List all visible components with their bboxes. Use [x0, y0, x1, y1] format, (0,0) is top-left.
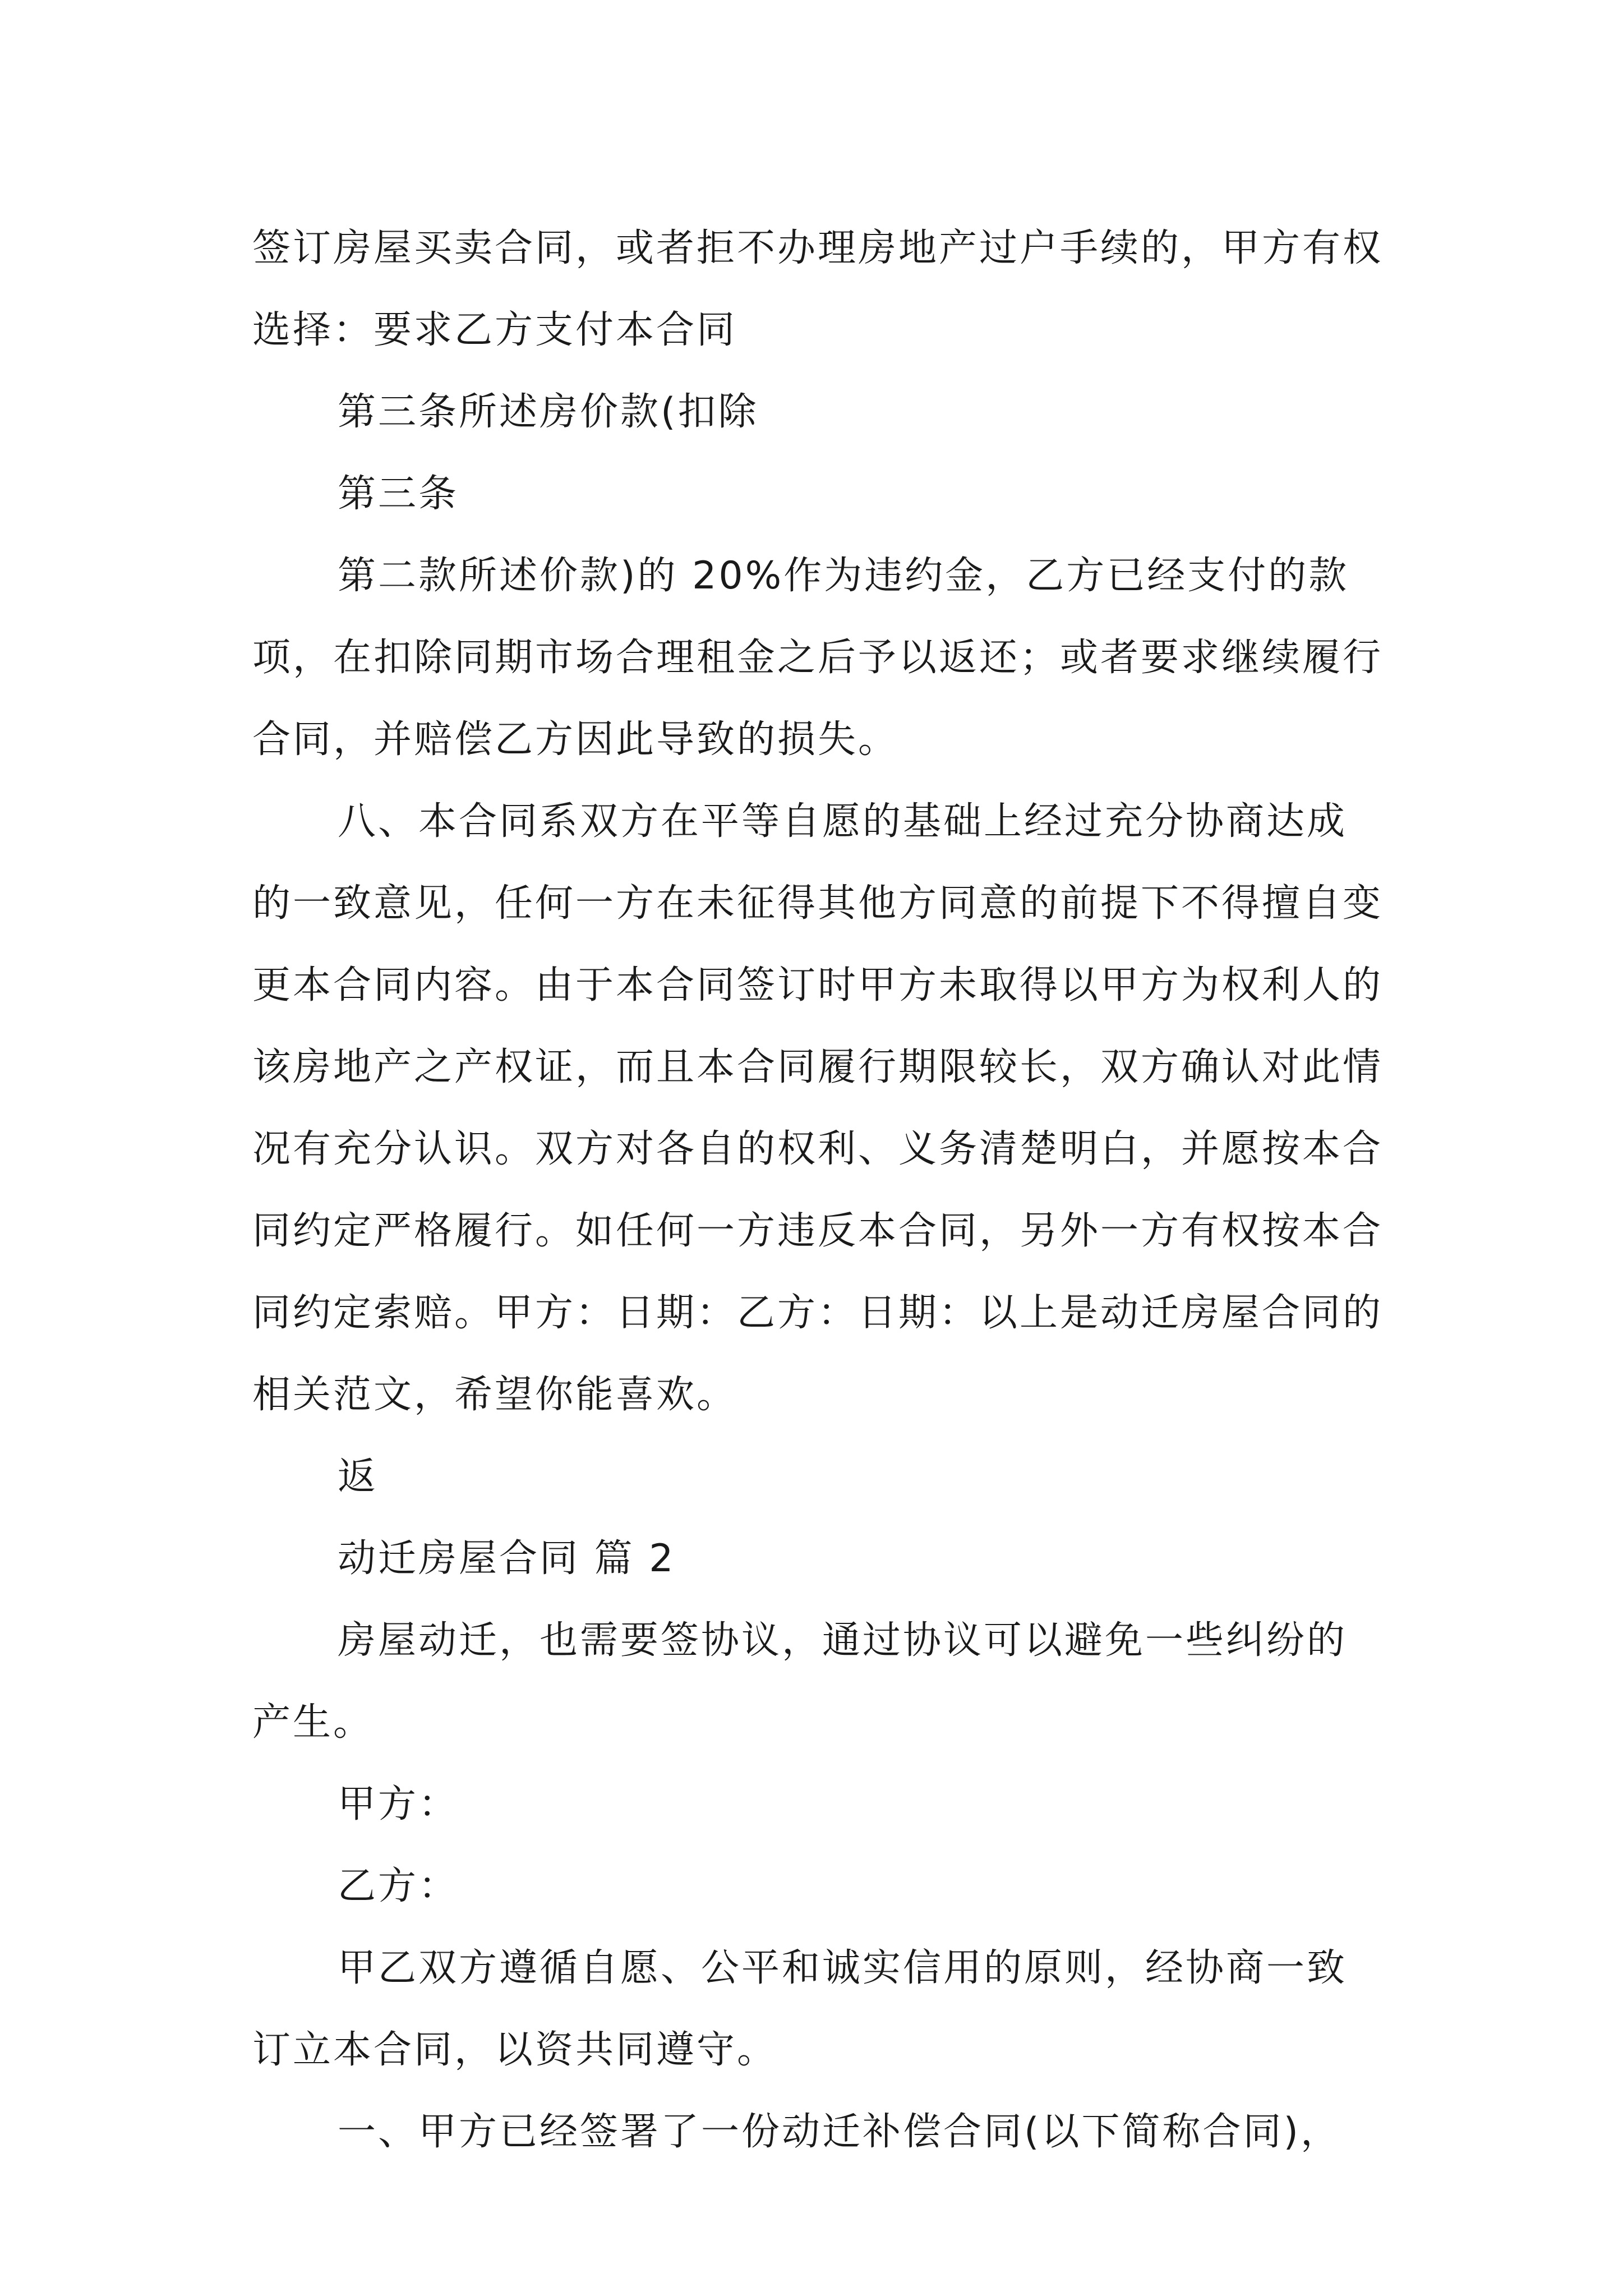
paragraph-6: 返 [338, 1455, 379, 1499]
paragraph-1: 签订房屋买卖合同，或者拒不办理房地产过户手续的，甲方有权选择：要求乙方支付本合同 [252, 226, 1384, 352]
paragraph-2: 第三条所述房价款(扣除 [338, 390, 759, 434]
paragraph-12: 一、甲方已经签署了一份动迁补偿合同(以下简称合同)， [338, 2110, 1341, 2154]
party-b-line: 乙方： [338, 1864, 459, 1908]
paragraph-3: 第三条 [338, 472, 459, 516]
paragraph-8: 房屋动迁，也需要签协议，通过协议可以避免一些纠纷的产生。 [252, 1618, 1348, 1745]
party-a-line: 甲方： [338, 1782, 459, 1826]
section-heading: 动迁房屋合同 篇 2 [338, 1536, 676, 1581]
paragraph-5: 八、本合同系双方在平等自愿的基础上经过充分协商达成的一致意见，任何一方在未征得其他方同意的前提下不得擅自变更本合同内容。由于本合同签订时甲方未取得以甲方为权利人的该房地产之产权证，而且本合同履行期限较长，双方确认对此情况有充分认识。双方对各自的权利、义务清楚明白，并愿按本合同约定严格履行。如任何一方违反本合同，另外一方有权按本合同约定索赔。甲方：日期：乙方：日期：以上是动迁房屋合同的相关范文，希望你能喜欢。 [252, 799, 1384, 1417]
document-body [252, 208, 1385, 2173]
paragraph-4: 第二款所述价款)的 20%作为违约金，乙方已经支付的款项，在扣除同期市场合理租金之后予以返还；或者要求继续履行合同，并赔偿乙方因此导致的损失。 [252, 554, 1384, 762]
paragraph-11: 甲乙双方遵循自愿、公平和诚实信用的原则，经协商一致订立本合同，以资共同遵守。 [252, 1946, 1348, 2072]
